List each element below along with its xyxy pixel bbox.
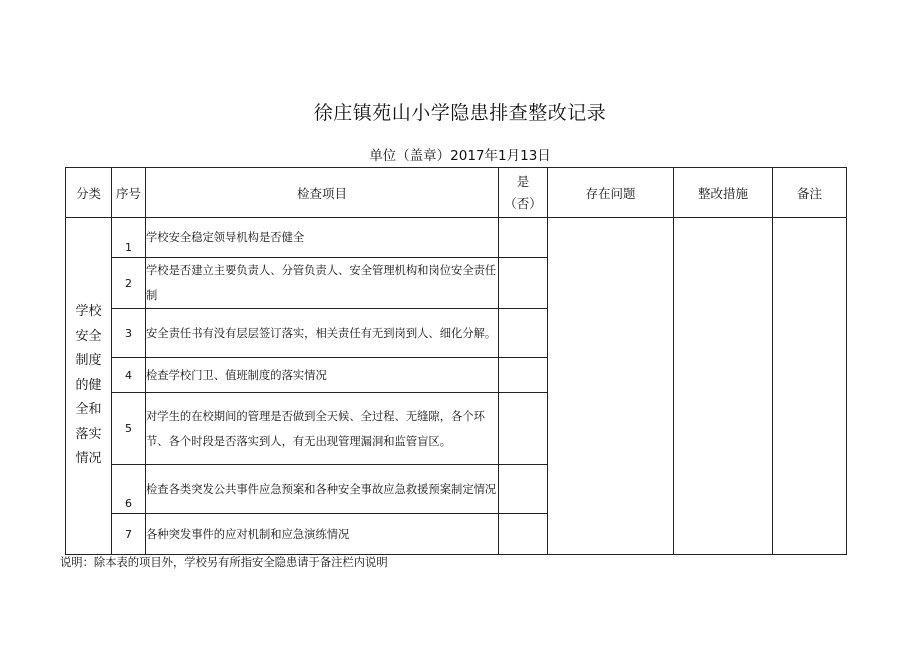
seq-cell: 6 <box>112 465 146 514</box>
fix-cell <box>674 218 773 555</box>
header-category: 分类 <box>66 168 112 218</box>
yesno-cell <box>499 393 548 465</box>
item-cell: 检查各类突发公共事件应急预案和各种安全事故应急救援预案制定情况 <box>146 465 499 514</box>
yesno-cell <box>499 358 548 393</box>
item-cell: 安全责任书有没有层层签订落实，相关责任有无到岗到人、细化分解。 <box>146 309 499 358</box>
yesno-cell <box>499 465 548 514</box>
category-cell <box>66 218 112 555</box>
item-cell: 检查学校门卫、值班制度的落实情况 <box>146 358 499 393</box>
header-item: 检查项目 <box>146 168 499 218</box>
document-title: 徐庄镇苑山小学隐患排查整改记录 <box>313 102 607 124</box>
yesno-cell <box>499 309 548 358</box>
seq-cell: 5 <box>112 393 146 465</box>
category-line: 的健 <box>75 377 102 393</box>
item-cell: 对学生的在校期间的管理是否做到全天候、全过程、无缝隙，各个环节、各个时段是否落实到人，有无出现管理漏洞和监管盲区。 <box>146 393 499 465</box>
category-line: 制度 <box>75 353 102 369</box>
header-yesno <box>499 168 548 218</box>
item-cell: 学校安全稳定领导机构是否健全 <box>146 218 499 258</box>
seq-cell: 3 <box>112 309 146 358</box>
category-line: 全和 <box>75 402 102 418</box>
yesno-cell <box>499 258 548 309</box>
header-seq: 序号 <box>112 168 146 218</box>
header-yesno-line1: 是 <box>516 173 530 189</box>
header-yesno-line2: （否） <box>504 195 542 211</box>
issue-cell <box>548 218 674 555</box>
document-subtitle: 单位（盖章）2017年1月13日 <box>369 148 551 164</box>
inspection-table <box>65 167 847 555</box>
seq-cell: 7 <box>112 514 146 555</box>
remark-cell <box>773 218 847 555</box>
header-remark: 备注 <box>773 168 847 218</box>
header-issue: 存在问题 <box>548 168 674 218</box>
category-line: 落实 <box>75 426 102 442</box>
table-header-row <box>66 168 847 218</box>
seq-cell: 4 <box>112 358 146 393</box>
yesno-cell <box>499 218 548 258</box>
item-cell: 各种突发事件的应对机制和应急演练情况 <box>146 514 499 555</box>
item-cell: 学校是否建立主要负责人、分管负责人、安全管理机构和岗位安全责任制 <box>146 258 499 309</box>
category-line: 学校 <box>75 304 102 320</box>
seq-cell: 1 <box>112 218 146 258</box>
header-fix: 整改措施 <box>674 168 773 218</box>
category-line: 安全 <box>75 328 102 344</box>
category-line: 情况 <box>75 451 102 467</box>
seq-cell: 2 <box>112 258 146 309</box>
yesno-cell <box>499 514 548 555</box>
footnote: 说明：除本表的项目外，学校另有所指安全隐患请于备注栏内说明 <box>60 556 388 569</box>
table-row <box>66 218 847 258</box>
